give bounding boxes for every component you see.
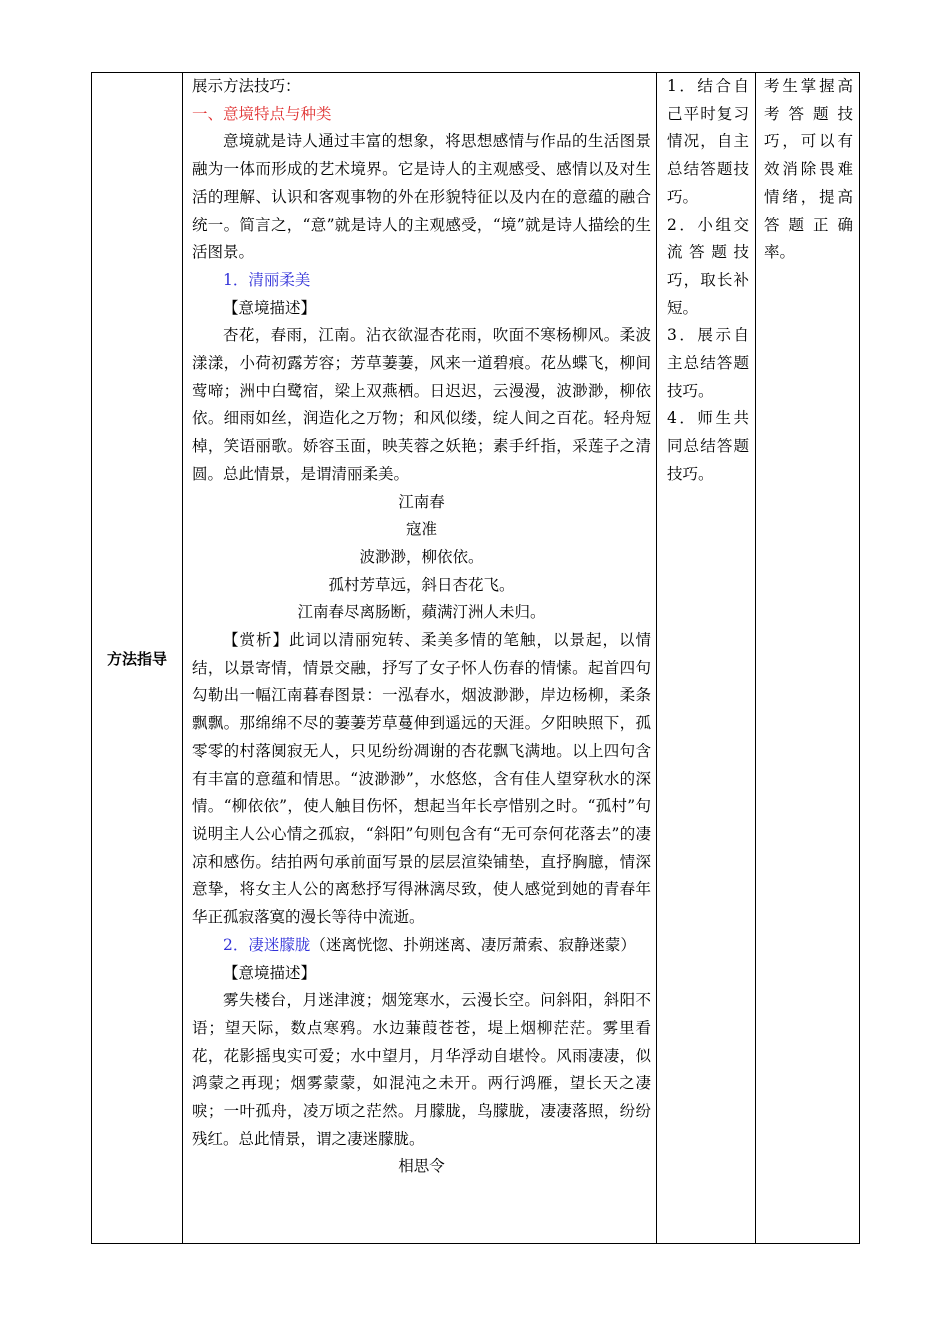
teaching-content-cell (183, 73, 657, 1244)
design-intent-cell (756, 73, 860, 1244)
student-activity-cell (657, 73, 756, 1244)
design-intent-text: 考生掌握高考答题技巧，可以有效消除畏难情绪，提高答题正确率。 (764, 77, 853, 262)
definition-paragraph: 意境就是诗人通过丰富的想象，将思想感情与作品的生活图景融为一体而形成的艺术境界。它是诗人的主观感受、感情以及对生活的理解、认识和客观事物的外在形貌特征以及内在的意蕴的融合统一。简言之，“意”就是诗人的主观感受，“境”就是诗人描绘的生活图景。 (192, 132, 651, 262)
poem1-analysis: 【赏析】此词以清丽宛转、柔美多情的笔触，以景起，以情结，以景寄情，情景交融，抒写了女子怀人伤春的情愫。起首四句勾勒出一幅江南暮春图景：一泓春水，烟波渺渺，岸边杨柳，柔条飘飘。那绵绵不尽的萋萋芳草蔓伸到遥远的天涯。夕阳映照下，孤零零的村落阒寂无人，只见纷纷凋谢的杏花飘飞满地。以上四句含有丰富的意蕴和情思。“波渺渺”，水悠悠，含有佳人望穿秋水的深情。“柳依依”，使人触目伤怀，想起当年长亭惜别之时。“孤村”句说明主人公心情之孤寂，“斜阳”句则包含有“无可奈何花落去”的凄凉和感伤。结拍两句承前面写景的层层渲染铺垫，直抒胸臆，情深意挚，将女主人公的离愁抒写得淋漓尽致，使人感觉到她的青春年华正孤寂落寞的漫长等待中流逝。 (192, 631, 651, 927)
activity-item: 3．展示自主总结答题技巧。 (667, 326, 749, 400)
poem2-title: 相思令 (398, 1157, 445, 1176)
poem1-author: 寇准 (405, 520, 437, 539)
table-row (92, 73, 860, 1244)
type1-description: 杏花，春雨，江南。沾衣欲湿杏花雨，吹面不寒杨柳风。柔波漾漾，小荷初露芳容；芳草萋萋，风来一道碧痕。花丛蝶飞，柳间莺啼；洲中白鹭宿，梁上双燕栖。日迟迟，云漫漫，波渺渺，柳依依。细雨如丝，润造化之万物；和风似缕，绽人间之百花。轻舟短棹，笑语丽歌。娇容玉面，映芙蓉之妖艳；素手纤指，采莲子之清圆。总此情景，是谓清丽柔美。 (192, 326, 651, 483)
type2-title: 2．凄迷朦胧 (223, 935, 311, 954)
section-label-cell (92, 73, 183, 1244)
poem1-title: 江南春 (398, 492, 445, 511)
section-label: 方法指导 (106, 649, 167, 668)
section-heading: 一、意境特点与种类 (192, 104, 332, 123)
poem1-line: 波渺渺，柳依依。 (359, 547, 484, 566)
activity-item: 1．结合自己平时复习情况，自主总结答题技巧。 (667, 77, 749, 206)
type1-desc-label: 【意境描述】 (223, 298, 317, 317)
activity-item: 2．小组交流答题技巧，取长补短。 (667, 215, 749, 317)
poem1-line: 江南春尽离肠断，蘋满汀洲人未归。 (297, 603, 546, 622)
type2-heading (192, 932, 651, 960)
lesson-plan-table (91, 72, 860, 1244)
activity-item: 4．师生共同总结答题技巧。 (667, 409, 749, 483)
poem1-line: 孤村芳草远，斜日杏花飞。 (328, 575, 515, 594)
type2-description: 雾失楼台，月迷津渡；烟笼寒水，云漫长空。问斜阳，斜阳不语；望天际，数点寒鸦。水边蒹葭苍苍，堤上烟柳茫茫。雾里看花，花影摇曳实可爱；水中望月，月华浮动自堪怜。风雨凄凄，似鸿蒙之再现；烟雾蒙蒙，如混沌之未开。两行鸿雁，望长天之凄唳；一叶孤舟，凌万顷之茫然。月朦胧，鸟朦胧，凄凄落照，纷纷残红。总此情景，谓之凄迷朦胧。 (192, 991, 651, 1148)
type1-title: 1．清丽柔美 (223, 270, 311, 289)
intro-line: 展示方法技巧： (192, 77, 301, 95)
type2-desc-label: 【意境描述】 (223, 963, 317, 982)
type2-subtitle: （迷离恍惚、扑朔迷离、凄厉萧索、寂静迷蒙） (310, 935, 636, 954)
